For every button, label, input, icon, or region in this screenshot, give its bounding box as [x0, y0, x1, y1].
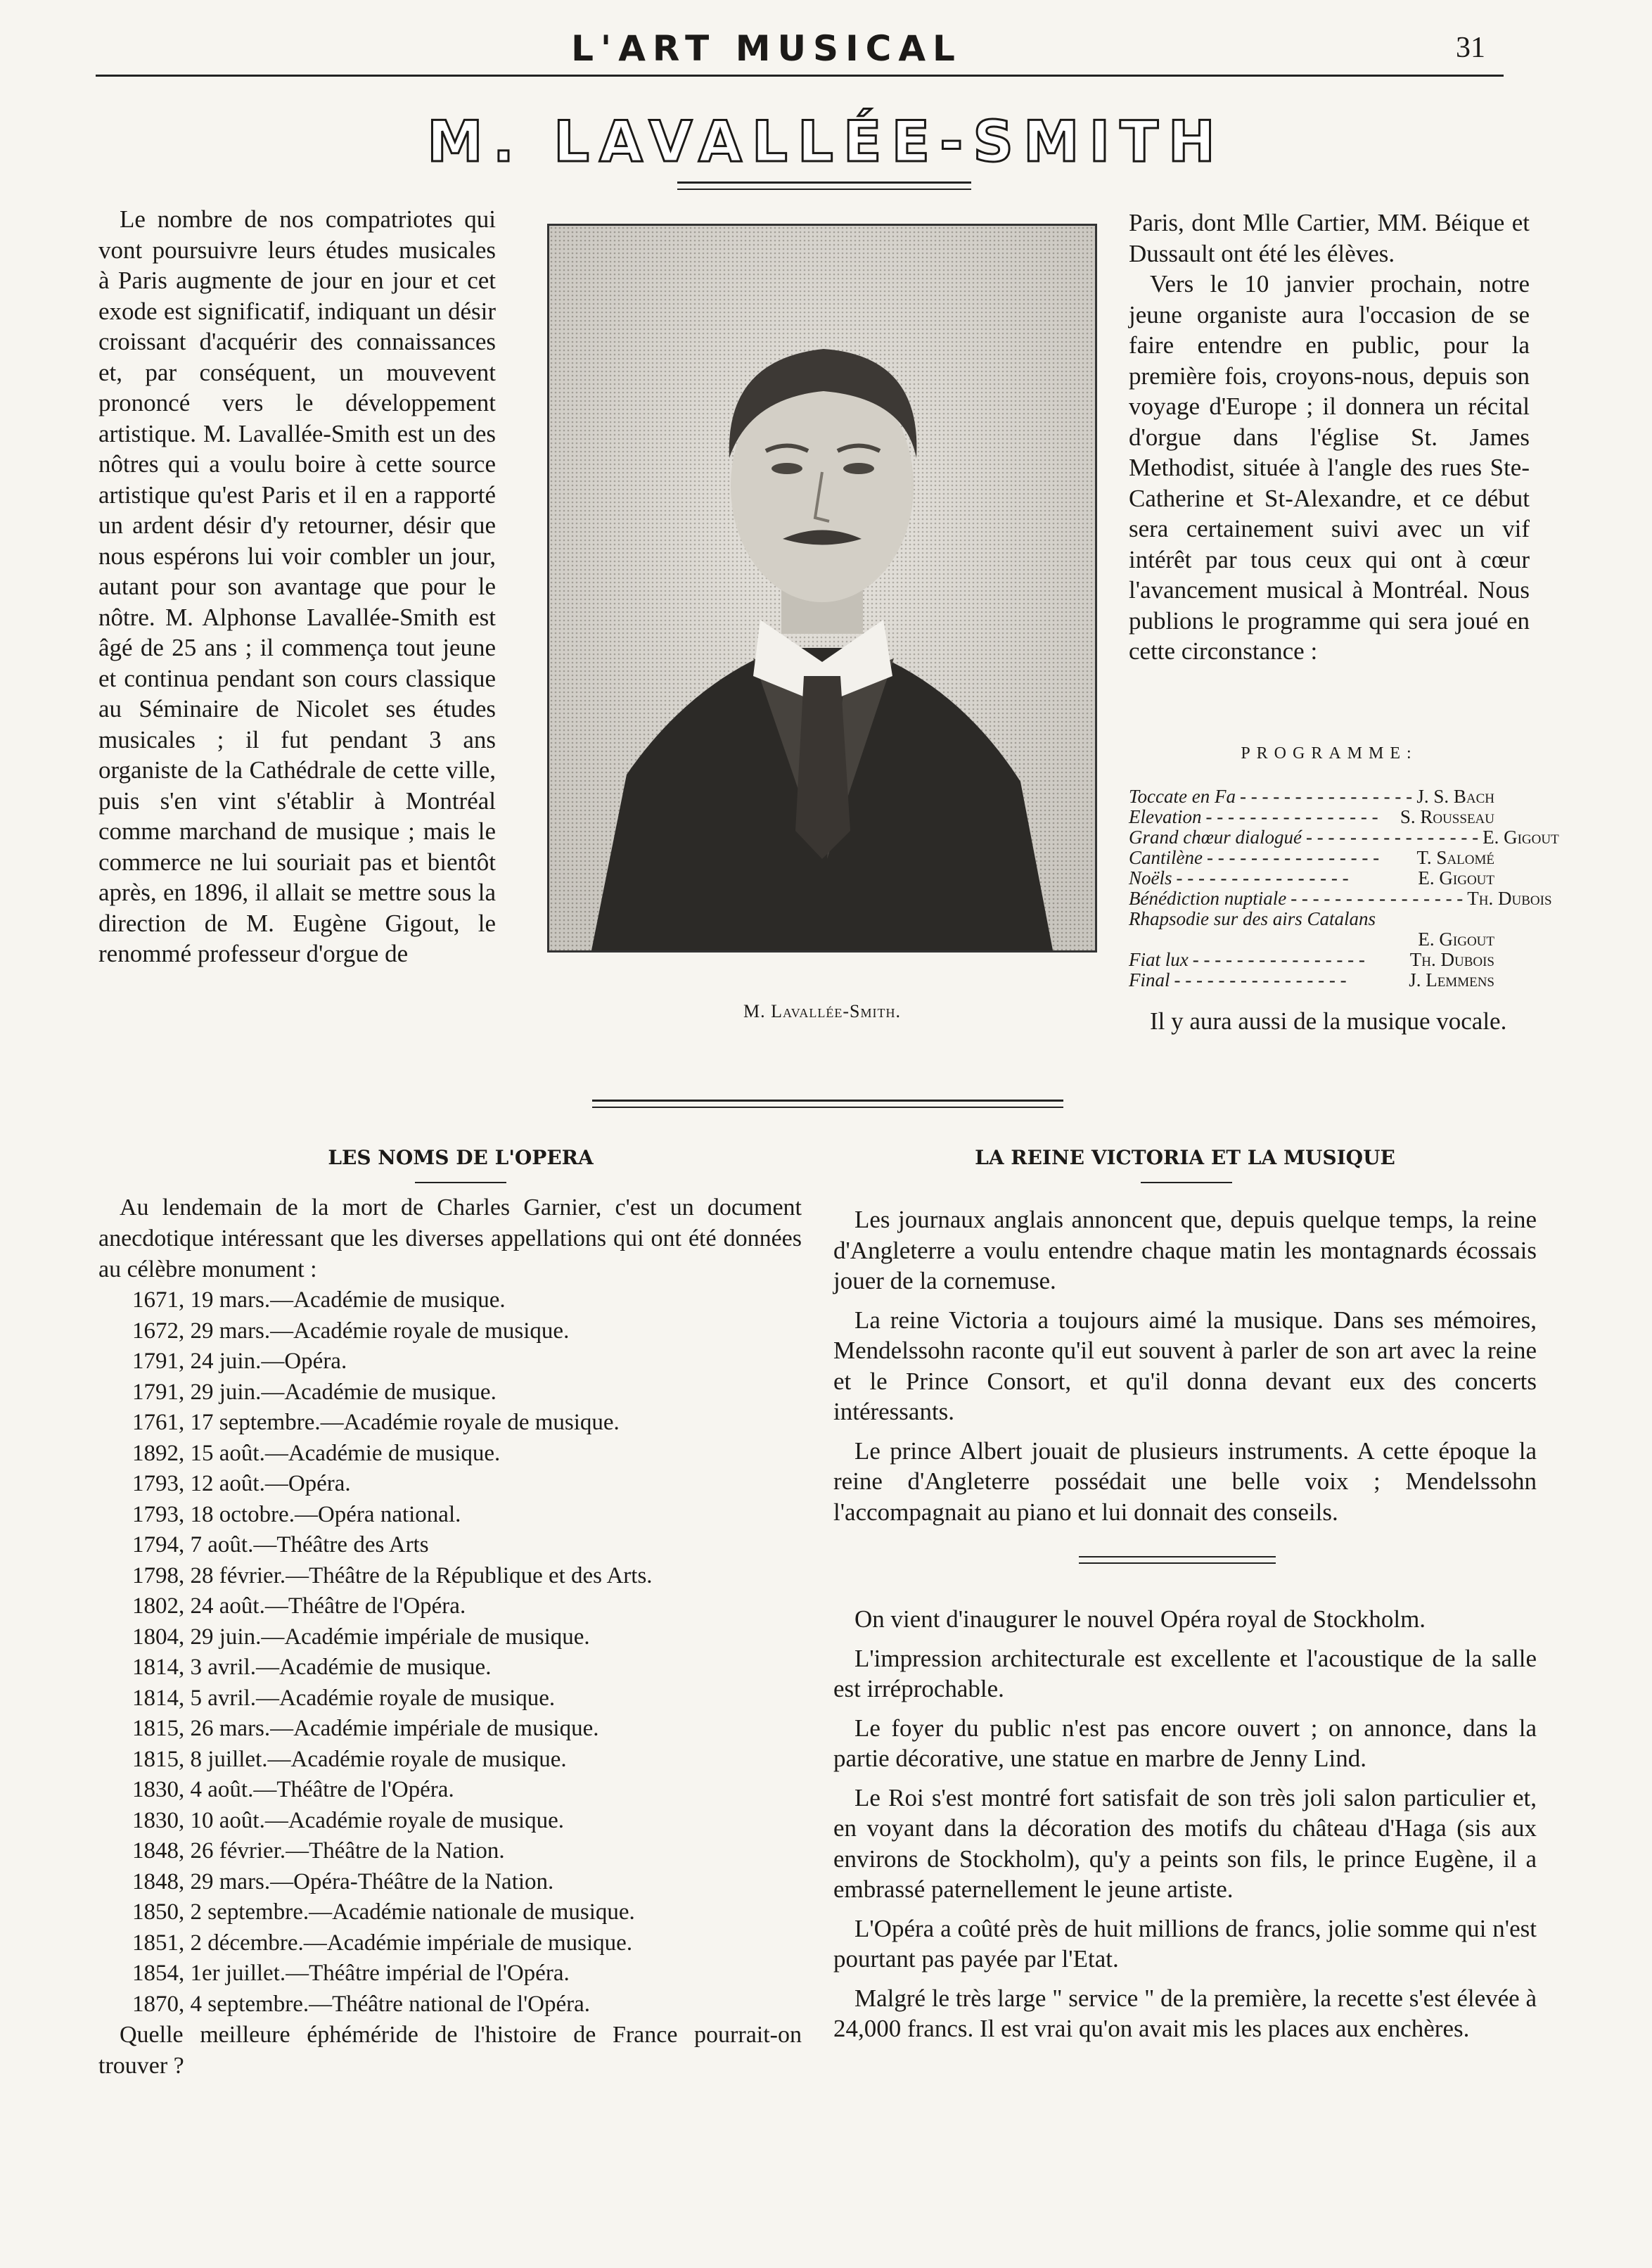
- program-composer: T. Salomé: [1416, 847, 1494, 868]
- program-composer: Th. Dubois: [1409, 949, 1494, 970]
- program-list: [1129, 786, 1559, 990]
- victoria-paragraph: La reine Victoria a toujours aimé la musique. Dans ses mémoires, Mendelssohn raconte qu'il eut souvent à parler de son art avec la reine et le Prince Consort, et qu'il donna devant eux des concerts intéressants.: [833, 1306, 1537, 1425]
- title-rule: [677, 181, 971, 184]
- victoria-section-title: LA REINE VICTORIA ET LA MUSIQUE: [975, 1146, 1395, 1169]
- list-item: 1791, 29 juin.—Académie de musique.: [132, 1379, 497, 1405]
- program-item: [1129, 848, 1494, 868]
- list-item: 1870, 4 septembre.—Théâtre national de l'Opéra.: [132, 1991, 591, 2017]
- opera-section-title: LES NOMS DE L'OPERA: [328, 1146, 594, 1169]
- program-composer: E. Gigout: [1483, 827, 1559, 848]
- section-rule: [592, 1100, 1063, 1102]
- stockholm-paragraph: Le foyer du public n'est pas encore ouvert ; on annonce, dans la partie décorative, une statue en marbre de Jenny Lind.: [833, 1714, 1537, 1772]
- article-paragraph: Le nombre de nos compatriotes qui vont poursuivre leurs études musicales à Paris augmente de jour en jour et cet exode est significatif, indiquant un désir croissant d'acquérir des connaissances et, par conséquent, un mouvevent prononcé vers le développement artistique. M. Lavallée-Smith est un des nôtres qui a voulu boire à cette source artistique qu'est Paris et il en a rapporté un ardent désir d'y retourner, désir que nous espérons lui voir combler un jour, autant pour son avantage que pour le nôtre. M. Alphonse Lavallée-Smith est âgé de 25 ans ; il commença tout jeune et continua pendant son cours classique au Séminaire de Nicolet ses études musicales ; il fut pendant 3 ans organiste de la Cathédrale de cette ville, puis s'en vint s'établir à Montréal comme marchand de musique ; mais le commerce ne lui souriait pas et bientôt après, en 1896, il allait se mettre sous la direction de M. Eugène Gigout, le renommé professeur d'orgue de: [98, 205, 496, 967]
- article-paragraph: Il y aura aussi de la musique vocale.: [1150, 1007, 1507, 1035]
- journal-masthead: L'ART MUSICAL: [571, 28, 962, 69]
- leader-dashes: - - - - - - - - - - - - - - - -: [1206, 847, 1380, 868]
- program-composer: S. Rousseau: [1400, 806, 1494, 827]
- program-title: Bénédiction nuptiale: [1129, 888, 1287, 909]
- program-item: [1129, 950, 1494, 970]
- list-item: 1848, 29 mars.—Opéra-Théâtre de la Nation.: [132, 1868, 554, 1894]
- list-item: 1830, 10 août.—Académie royale de musique.: [132, 1807, 564, 1833]
- program-item: [1129, 786, 1494, 807]
- stockholm-paragraph: Le Roi s'est montré fort satisfait de son très joli salon particulier et, en voyant dans la décoration des motifs du château d'Haga (sis aux environs de Stockholm), qu'y a peints son fils, le prince Eugène, il a embrassé paternellement le jeune artiste.: [833, 1783, 1537, 1903]
- article-right-column: [1129, 208, 1530, 667]
- section-rule: [1079, 1562, 1276, 1564]
- program-item: [1129, 888, 1552, 909]
- leader-dashes: - - - - - - - - - - - - - - - -: [1205, 806, 1378, 827]
- list-item: 1848, 26 février.—Théâtre de la Nation.: [132, 1838, 505, 1864]
- program-title: Fiat lux: [1129, 949, 1189, 970]
- leader-dashes: - - - - - - - - - - - - - - - -: [1306, 827, 1479, 848]
- stockholm-section: [833, 1604, 1537, 2044]
- leader-dashes: - - - - - - - - - - - - - - - -: [1291, 888, 1464, 909]
- program-composer: J. Lemmens: [1409, 969, 1494, 990]
- article-paragraph: Paris, dont Mlle Cartier, MM. Béique et Dussault ont été les élèves.: [1129, 209, 1530, 267]
- stockholm-paragraph: L'impression architecturale est excellente et l'acoustique de la salle est irréprochable.: [833, 1644, 1537, 1702]
- leader-dashes: - - - - - - - - - - - - - - - -: [1239, 786, 1413, 807]
- program-item: [1129, 827, 1559, 848]
- program-composer: E. Gigout: [1418, 867, 1494, 888]
- list-item: 1793, 18 octobre.—Opéra national.: [132, 1501, 461, 1527]
- program-heading: PROGRAMME:: [1241, 744, 1418, 763]
- article-paragraph: Vers le 10 janvier prochain, notre jeune organiste aura l'occasion de se faire entendre en public, pour la première fois, croyons-nous, depuis son voyage d'Europe ; il donnera un récital d'orgue dans l'église St. James Methodist, située à l'angle des rues Ste-Catherine et St-Alexandre, et ce début sera certainement suivi avec un vif intérêt par tous ceux qui ont à cœur l'avancement musical à Montréal. Nous publions le programme qui sera joué en cette circonstance :: [1129, 270, 1530, 665]
- list-item: 1814, 5 avril.—Académie royale de musique.: [132, 1685, 556, 1711]
- leader-dashes: - - - - - - - - - - - - - - - -: [1174, 969, 1347, 990]
- list-item: 1791, 24 juin.—Opéra.: [132, 1349, 347, 1374]
- section-rule: [1079, 1556, 1276, 1557]
- list-item: 1671, 19 mars.—Académie de musique.: [132, 1287, 506, 1313]
- program-title: Final: [1129, 969, 1170, 990]
- list-item: 1794, 7 août.—Théâtre des Arts: [132, 1532, 429, 1557]
- list-item: 1830, 4 août.—Théâtre de l'Opéra.: [132, 1777, 454, 1802]
- program-composer: Th. Dubois: [1467, 888, 1552, 909]
- list-item: 1798, 28 février.—Théâtre de la République et des Arts.: [132, 1562, 653, 1588]
- stockholm-paragraph: On vient d'inaugurer le nouvel Opéra royal de Stockholm.: [854, 1605, 1426, 1633]
- victoria-paragraph: Les journaux anglais annoncent que, depuis quelque temps, la reine d'Angleterre a voulu entendre chaque matin les montagnards écossais jouer de la cornemuse.: [833, 1206, 1537, 1294]
- opera-intro: Au lendemain de la mort de Charles Garnier, c'est un document anecdotique intéressant que les diverses appellations qui ont été données au célèbre monument :: [98, 1194, 802, 1282]
- leader-dashes: - - - - - - - - - - - - - - - -: [1176, 867, 1349, 888]
- leader-dashes: - - - - - - - - - - - - - - - -: [1192, 949, 1365, 970]
- program-title: Elevation: [1129, 806, 1202, 827]
- program-title: Noëls: [1129, 867, 1172, 888]
- title-underline: [415, 1182, 506, 1183]
- article-title: M. LAVALLÉE-SMITH: [427, 109, 1225, 174]
- list-item: 1793, 12 août.—Opéra.: [132, 1471, 351, 1496]
- portrait-image: [547, 224, 1097, 953]
- opera-names-list: [98, 1285, 802, 2020]
- page-number: 31: [1456, 32, 1485, 64]
- list-item: 1761, 17 septembre.—Académie royale de musique.: [132, 1410, 620, 1435]
- caption-text: M. Lavallée-Smith.: [743, 1001, 901, 1021]
- list-item: 1892, 15 août.—Académie de musique.: [132, 1440, 501, 1466]
- program-composer: E. Gigout: [1418, 929, 1494, 950]
- header-rule: [96, 75, 1504, 77]
- opera-section: [98, 1192, 802, 2082]
- list-item: 1815, 8 juillet.—Académie royale de musique.: [132, 1746, 567, 1772]
- list-item: 1804, 29 juin.—Académie impériale de musique.: [132, 1624, 590, 1650]
- program-composer: J. S. Bach: [1416, 786, 1494, 807]
- program-item: [1129, 807, 1494, 827]
- list-item: 1802, 24 août.—Théâtre de l'Opéra.: [132, 1593, 466, 1619]
- list-item: 1850, 2 septembre.—Académie nationale de musique.: [132, 1899, 635, 1925]
- article-closing: [1129, 1006, 1530, 1037]
- list-item: 1815, 26 mars.—Académie impériale de musique.: [132, 1716, 599, 1741]
- article-left-column: [98, 204, 496, 969]
- program-title: Cantilène: [1129, 847, 1203, 868]
- stockholm-paragraph: Malgré le très large " service " de la première, la recette s'est élevée à 24,000 francs. Il est vrai qu'on avait mis les places aux enchères.: [833, 1984, 1537, 2042]
- stockholm-paragraph: L'Opéra a coûté près de huit millions de francs, jolie somme qui n'est pourtant pas payée par l'Etat.: [833, 1914, 1537, 1973]
- program-item: [1129, 909, 1494, 929]
- program-title: Toccate en Fa: [1129, 786, 1236, 807]
- portrait-caption: [547, 1001, 1097, 1022]
- list-item: 1814, 3 avril.—Académie de musique.: [132, 1655, 492, 1680]
- list-item: 1672, 29 mars.—Académie royale de musique.: [132, 1318, 570, 1344]
- opera-closing: Quelle meilleure éphéméride de l'histoire de France pourrait-on trouver ?: [98, 2022, 802, 2079]
- list-item: 1851, 2 décembre.—Académie impériale de musique.: [132, 1930, 633, 1956]
- victoria-paragraph: Le prince Albert jouait de plusieurs instruments. A cette époque la reine d'Angleterre possédait une belle voix ; Mendelssohn l'accompagnait au piano et lui donnait des conseils.: [833, 1436, 1537, 1526]
- program-item: [1129, 868, 1494, 888]
- program-item: [1129, 970, 1494, 990]
- victoria-section: [833, 1204, 1537, 1527]
- program-title: Rhapsodie sur des airs Catalans: [1129, 908, 1376, 929]
- title-rule: [677, 189, 971, 190]
- section-rule: [592, 1107, 1063, 1108]
- title-underline: [1141, 1182, 1232, 1183]
- list-item: 1854, 1er juillet.—Théâtre impérial de l'Opéra.: [132, 1961, 570, 1986]
- program-title: Grand chœur dialogué: [1129, 827, 1302, 848]
